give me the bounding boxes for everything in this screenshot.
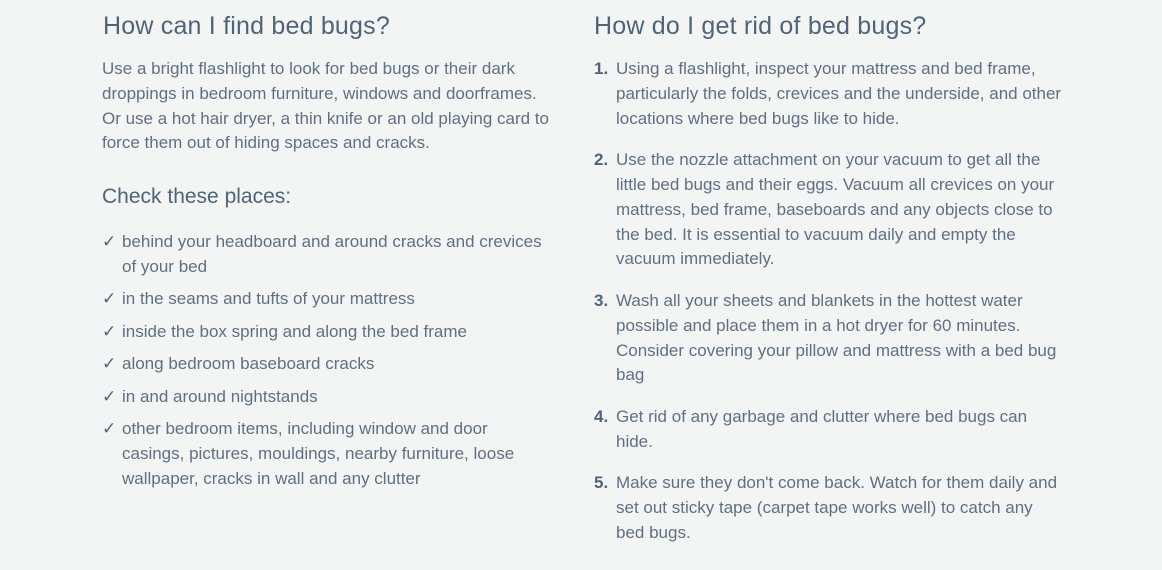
check-places-list — [102, 230, 552, 491]
list-item-text: in and around nightstands — [122, 386, 318, 406]
step-number: 4. — [594, 406, 609, 426]
list-item — [102, 320, 552, 345]
step-text: Use the nozzle attachment on your vacuum to get all the little bed bugs and their eggs. Vacuum all crevices on your mattress, bed frame, baseboards and any objects close to the bed. It is essential to vacuum daily and empty the vacuum immediately. — [616, 150, 1055, 269]
find-bed-bugs-title: How can I find bed bugs? — [103, 12, 390, 40]
get-rid-section — [594, 0, 1064, 563]
list-item — [102, 385, 552, 410]
step-text: Wash all your sheets and blankets in the hottest water possible and place them in a hot dryer for 60 minutes. Consider covering your pillow and mattress with a bed bug bag — [616, 290, 1057, 385]
checkmark-icon: ✓ — [102, 418, 117, 438]
list-item-text: inside the box spring and along the bed frame — [122, 321, 467, 341]
find-bed-bugs-intro: Use a bright flashlight to look for bed bugs or their dark droppings in bedroom furniture, windows and doorframes. Or use a hot hair dryer, a thin knife or an old playing card to force them out of hiding spaces and cracks. — [102, 59, 549, 153]
list-item — [102, 287, 552, 312]
checkmark-icon: ✓ — [102, 321, 117, 341]
step-item — [594, 405, 1064, 455]
list-item-text: other bedroom items, including window and door casings, pictures, mouldings, nearby furniture, loose wallpaper, cracks in wall and any clutter — [122, 418, 515, 488]
step-text: Get rid of any garbage and clutter where bed bugs can hide. — [616, 406, 1028, 451]
step-item — [594, 57, 1064, 131]
list-item-text: behind your headboard and around cracks and crevices of your bed — [122, 232, 542, 276]
list-item-text: along bedroom baseboard cracks — [122, 354, 375, 374]
list-item — [102, 230, 552, 280]
step-number: 2. — [594, 150, 609, 170]
step-item — [594, 148, 1064, 272]
step-number: 5. — [594, 473, 609, 493]
list-item — [102, 352, 552, 377]
checkmark-icon: ✓ — [102, 232, 117, 252]
get-rid-steps-list — [594, 57, 1064, 546]
checkmark-icon: ✓ — [102, 354, 117, 374]
get-rid-title: How do I get rid of bed bugs? — [594, 12, 927, 40]
check-places-heading: Check these places: — [102, 185, 292, 209]
checkmark-icon: ✓ — [102, 289, 117, 309]
step-item — [594, 471, 1064, 545]
checkmark-icon: ✓ — [102, 386, 117, 406]
step-number: 3. — [594, 290, 609, 310]
list-item-text: in the seams and tufts of your mattress — [122, 289, 415, 309]
step-text: Using a flashlight, inspect your mattress and bed frame, particularly the folds, crevices and the underside, and other locations where bed bugs like to hide. — [616, 59, 1062, 128]
step-text: Make sure they don't come back. Watch for them daily and set out sticky tape (carpet tape works well) to catch any bed bugs. — [616, 473, 1058, 542]
list-item — [102, 417, 552, 491]
find-bed-bugs-section — [102, 0, 552, 499]
step-item — [594, 289, 1064, 388]
step-number: 1. — [594, 59, 609, 78]
